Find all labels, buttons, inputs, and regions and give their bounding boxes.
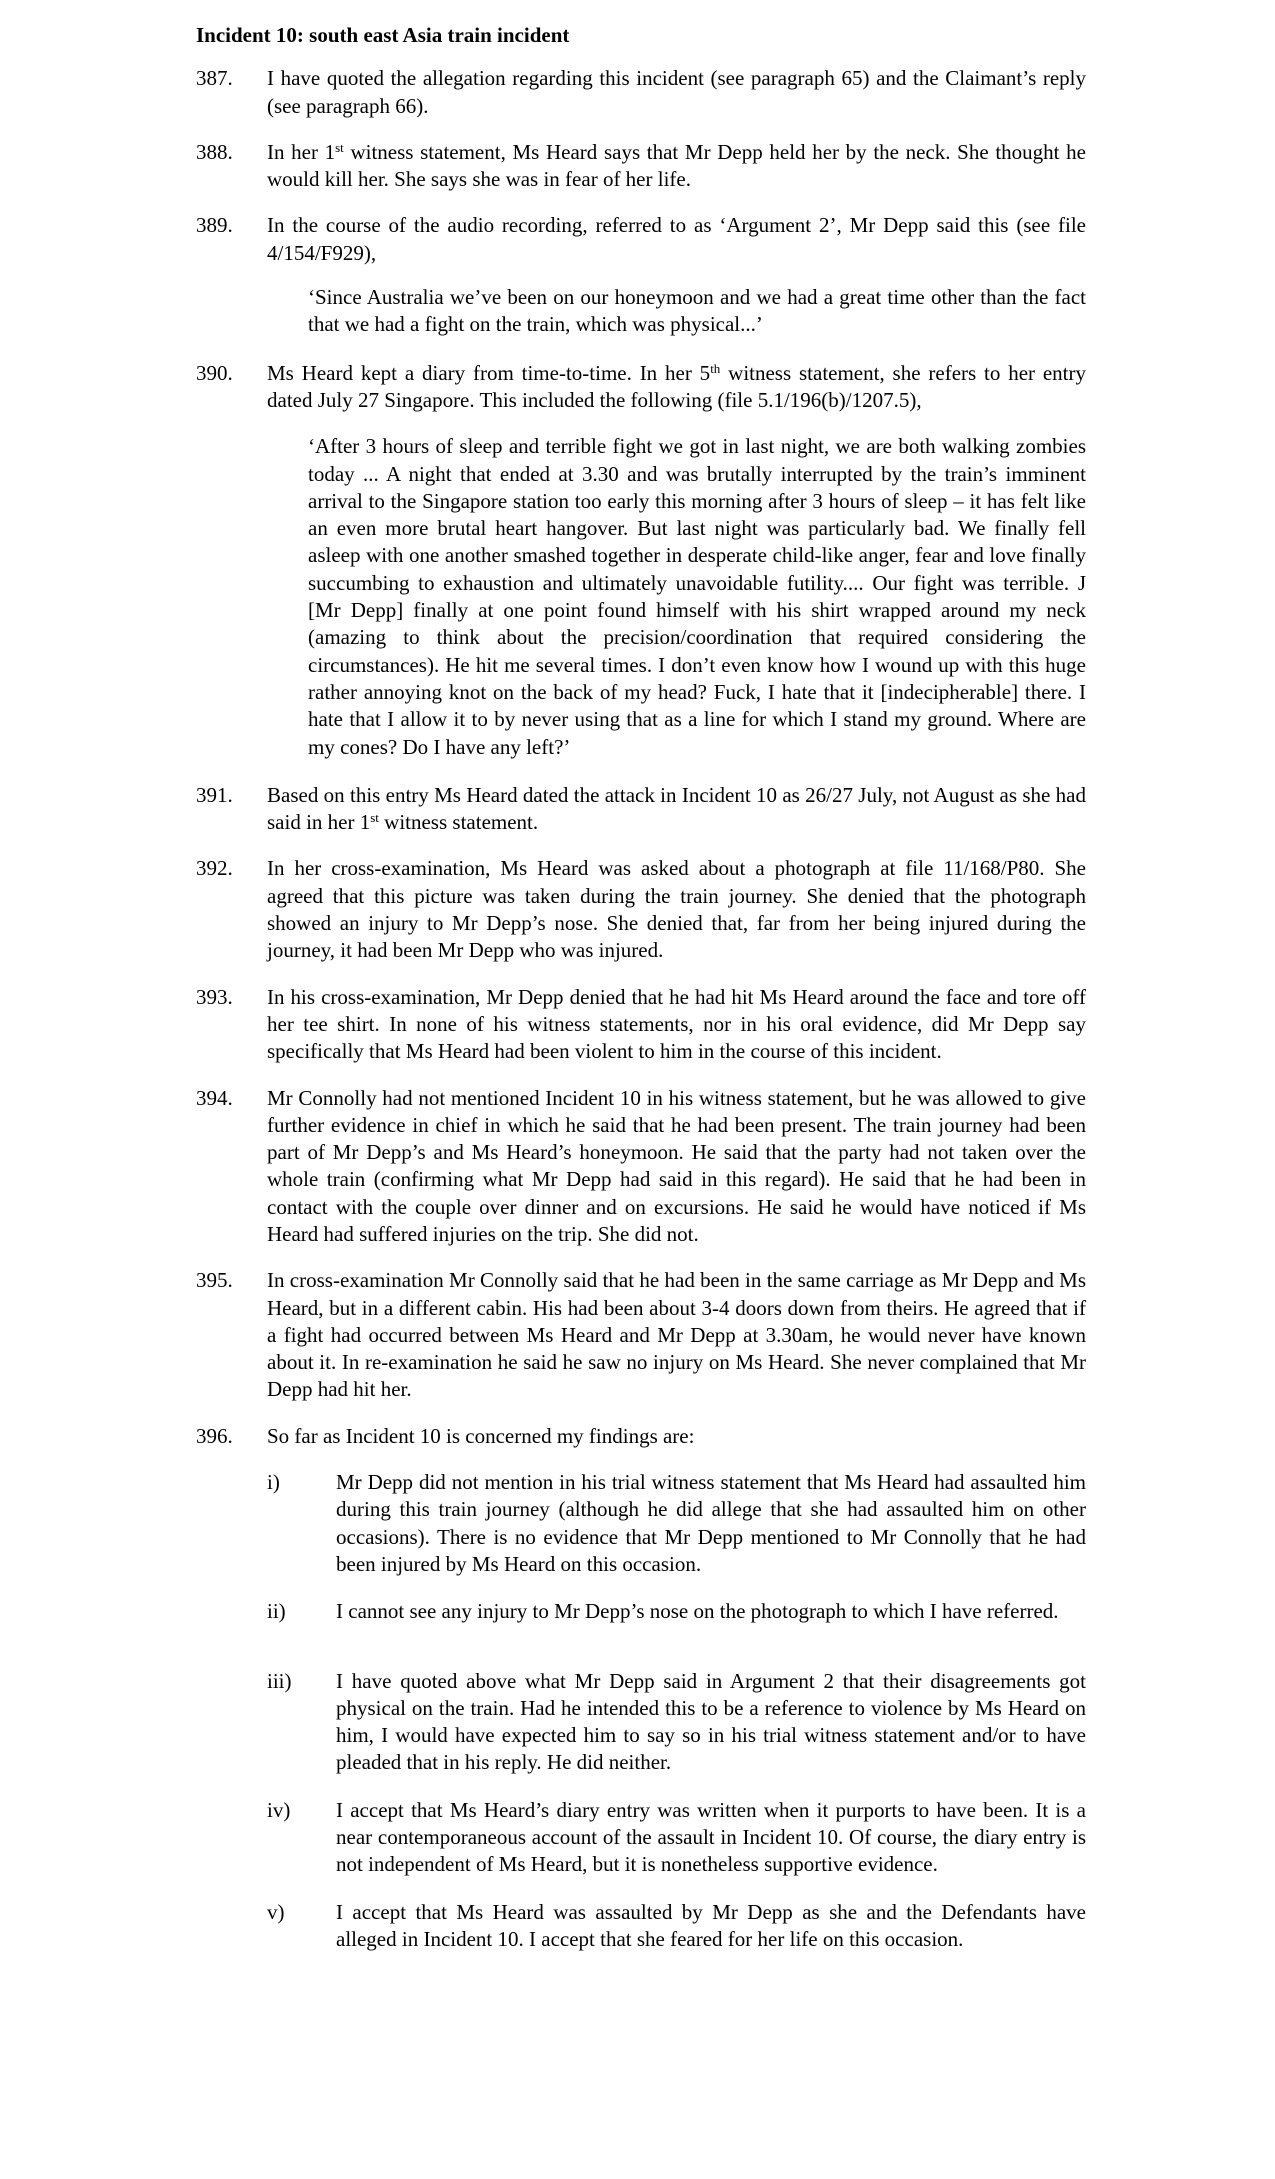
finding-number: ii): [267, 1599, 286, 1624]
quote-diary-entry: ‘After 3 hours of sleep and terrible fight we got in last night, we are both walking zombies today ... A night that ended at 3.30 and was brutally interrupted by the train’s imminent arrival to the Singapore station too early this morning after 3 hours of sleep – it has felt like an even more brutal heart hangover. But last night was particularly bad. We finally fell asleep with one another smashed together in desperate child-like anger, fear and love finally succumbing to exhaustion and ultimately unavoidable futility.... Our fight was terrible. J [Mr Depp] finally at one point found himself with his shirt wrapped around my neck (amazing to think about the precision/coordination that required considering the circumstances). He hit me several times. I don’t even know how I wound up with this huge rather annoying knot on the back of my head? Fuck, I hate that it [indecipherable] there. I hate that I allow it to by never using that as a line for which I stand my ground. Where are my cones? Do I have any left?’: [308, 434, 1086, 759]
finding-number: v): [267, 1899, 285, 1924]
finding-i: [267, 1469, 1086, 1578]
finding-number: i): [267, 1470, 280, 1495]
finding-text: I have quoted above what Mr Depp said in Argument 2 that their disagreements got physical on the train. Had he intended this to be a reference to violence by Ms Heard on him, I would have expected him to say so in his trial witness statement and/or to have pleaded that in his reply. He did neither.: [336, 1668, 1086, 1775]
finding-iii: [267, 1668, 1086, 1777]
paragraph-text: Mr Connolly had not mentioned Incident 10 in his witness statement, but he was allowed to give further evidence in chief in which he said that he had been present. The train journey had been part of Mr Depp’s and Ms Heard’s honeymoon. He said that the party had not taken over the whole train (confirming what Mr Depp had said in this regard). He said that he had been in contact with the couple over dinner and on excursions. He said he would have noticed if Ms Heard had suffered injuries on the trip. She did not.: [267, 1085, 1086, 1246]
paragraph-387: [196, 65, 1086, 120]
paragraph-number: 388.: [196, 139, 233, 164]
ordinal-suffix: st: [335, 139, 344, 155]
paragraph-number: 389.: [196, 213, 233, 238]
paragraph-number: 395.: [196, 1268, 233, 1293]
finding-v: [267, 1899, 1086, 1954]
paragraph-text: In cross-examination Mr Connolly said that he had been in the same carriage as Mr Depp and Ms Heard, but in a different cabin. His had been about 3-4 doors down from theirs. He agreed that if a fight had occurred between Ms Heard and Mr Depp at 3.30am, he would never have known about it. In re-examination he said he saw no injury on Ms Heard. She never complained that Mr Depp had hit her.: [267, 1268, 1086, 1402]
judgment-page: [196, 22, 1086, 1973]
ordinal-suffix: st: [370, 810, 379, 826]
paragraph-text: Based on this entry Ms Heard dated the attack in Incident 10 as 26/27 July, not August as she had said in her 1st witness statement.: [267, 782, 1086, 835]
finding-number: iv): [267, 1797, 291, 1822]
paragraph-393: [196, 984, 1086, 1066]
paragraph-number: 391.: [196, 782, 233, 807]
finding-text: Mr Depp did not mention in his trial witness statement that Ms Heard had assaulted him during this train journey (although he did allege that she had assaulted him on other occasions). There is no evidence that Mr Depp mentioned to Mr Connolly that he had been injured by Ms Heard on this occasion.: [336, 1470, 1086, 1576]
paragraph-396: [196, 1423, 1086, 1450]
paragraph-number: 387.: [196, 66, 233, 91]
paragraph-text: In his cross-examination, Mr Depp denied that he had hit Ms Heard around the face and tore off her tee shirt. In none of his witness statements, nor in his oral evidence, did Mr Depp say specifically that Ms Heard had been violent to him in the course of this incident.: [267, 984, 1086, 1064]
paragraph-number: 396.: [196, 1423, 233, 1448]
paragraph-395: [196, 1267, 1086, 1403]
finding-ii: [267, 1598, 1086, 1625]
paragraph-text: In the course of the audio recording, referred to as ‘Argument 2’, Mr Depp said this (see file 4/154/F929),: [267, 213, 1086, 265]
section-heading: Incident 10: south east Asia train incident: [196, 23, 570, 47]
paragraph-number: 392.: [196, 856, 233, 881]
paragraph-390: [196, 360, 1086, 415]
finding-text: I accept that Ms Heard was assaulted by Mr Depp as she and the Defendants have alleged in Incident 10. I accept that she feared for her life on this occasion.: [336, 1899, 1086, 1951]
paragraph-number: 390.: [196, 360, 233, 385]
finding-iv: [267, 1797, 1086, 1879]
finding-number: iii): [267, 1668, 292, 1693]
paragraph-text: I have quoted the allegation regarding this incident (see paragraph 65) and the Claimant’s reply (see paragraph 66).: [267, 66, 1086, 118]
paragraph-number: 394.: [196, 1085, 233, 1110]
paragraph-text: In her cross-examination, Ms Heard was asked about a photograph at file 11/168/P80. She agreed that this picture was taken during the train journey. She denied that the photograph showed an injury to Mr Depp’s nose. She denied that, far from her being injured during the journey, it had been Mr Depp who was injured.: [267, 856, 1086, 963]
paragraph-text: So far as Incident 10 is concerned my findings are:: [267, 1423, 695, 1448]
paragraph-388: [196, 139, 1086, 194]
paragraph-text: Ms Heard kept a diary from time-to-time. In her 5th witness statement, she refers to her entry dated July 27 Singapore. This included the following (file 5.1/196(b)/1207.5),: [267, 360, 1086, 412]
paragraph-text: In her 1st witness statement, Ms Heard says that Mr Depp held her by the neck. She thought he would kill her. She says she was in fear of her life.: [267, 139, 1086, 192]
paragraph-392: [196, 855, 1086, 964]
ordinal-suffix: th: [710, 360, 721, 376]
finding-text: I accept that Ms Heard’s diary entry was written when it purports to have been. It is a near contemporaneous account of the assault in Incident 10. Of course, the diary entry is not independent of Ms Heard, but it is nonetheless supportive evidence.: [336, 1797, 1086, 1877]
paragraph-389: [196, 212, 1086, 267]
paragraph-391: [196, 782, 1086, 837]
paragraph-number: 393.: [196, 984, 233, 1009]
quote-argument-2: ‘Since Australia we’ve been on our honeymoon and we had a great time other than the fact that we had a fight on the train, which was physical...’: [308, 285, 1086, 337]
paragraph-394: [196, 1085, 1086, 1249]
finding-text: I cannot see any injury to Mr Depp’s nose on the photograph to which I have referred.: [336, 1599, 1059, 1624]
